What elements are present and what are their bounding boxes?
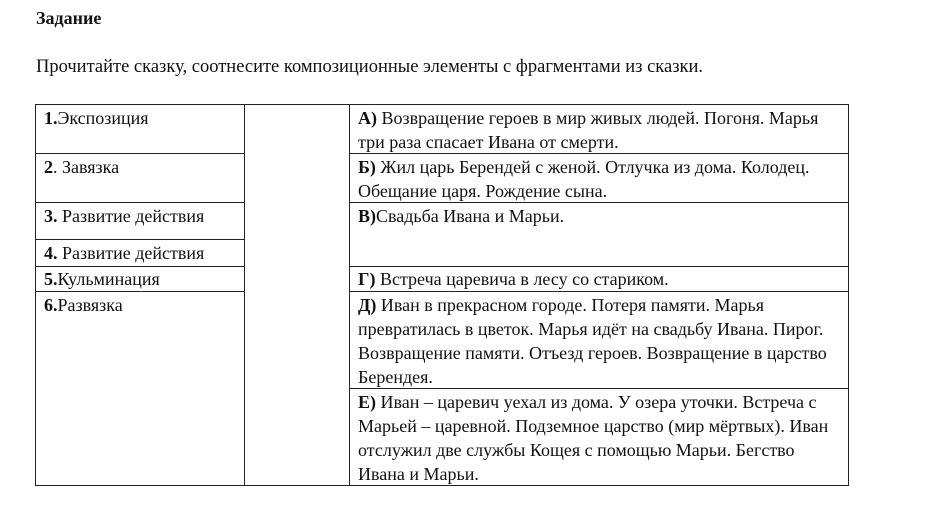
fragment-cell-e [349,388,849,486]
element-number: 1. [44,108,58,128]
task-instruction: Прочитайте сказку, соотнесите композиционные элементы с фрагментами из сказки. [36,57,704,77]
element-label: Кульминация [57,269,160,289]
element-number: 3. [44,206,58,226]
element-label: Развитие действия [57,206,205,226]
fragment-letter: Г) [358,269,376,289]
fragment-letter: Д) [358,295,377,315]
fragment-cell-g [349,266,849,292]
fragment-text: Возвращение героев в мир живых людей. Погоня. Марья три раза спасает Ивана от смерти. [358,108,819,152]
element-number: 2 [44,157,53,177]
element-label: Экспозиция [57,108,149,128]
element-number: 4. [44,243,58,263]
fragment-cell-v [349,202,849,267]
element-number: 5. [44,269,58,289]
fragment-letter: А) [358,108,377,128]
fragment-letter: В) [358,206,376,226]
fragment-text: Свадьба Ивана и Марьи. [376,206,565,226]
element-number: 6. [44,295,58,315]
fragment-text: Жил царь Берендей с женой. Отлучка из дома. Колодец. Обещание царя. Рождение сына. [358,157,810,201]
element-cell-1 [35,104,245,154]
element-cell-6 [35,291,245,486]
element-cell-3 [35,202,245,240]
element-label: Развязка [57,295,123,315]
fragment-cell-b [349,153,849,203]
fragment-text: Встреча царевича в лесу со стариком. [375,269,669,289]
fragment-letter: Е) [358,392,376,412]
answer-column[interactable] [244,104,350,486]
task-title: Задание [36,8,102,28]
element-cell-4 [35,239,245,267]
fragment-text: Иван в прекрасном городе. Потеря памяти. Марья превратилась в цветок. Марья идёт на свадьбу Ивана. Пирог. Возвращение памяти. Отъезд героев. Возвращение в царство Берендея. [358,295,827,387]
fragment-text: Иван – царевич уехал из дома. У озера уточки. Встреча с Марьей – царевной. Подземное царство (мир мёртвых). Иван отслужил две службы Кощея с помощью Марьи. Бегство Ивана и Марьи. [358,392,829,484]
fragment-cell-a [349,104,849,154]
element-cell-5 [35,266,245,292]
fragment-letter: Б) [358,157,376,177]
fragment-cell-d [349,291,849,389]
element-label: . Завязка [53,157,120,177]
element-cell-2 [35,153,245,203]
element-label: Развитие действия [57,243,205,263]
